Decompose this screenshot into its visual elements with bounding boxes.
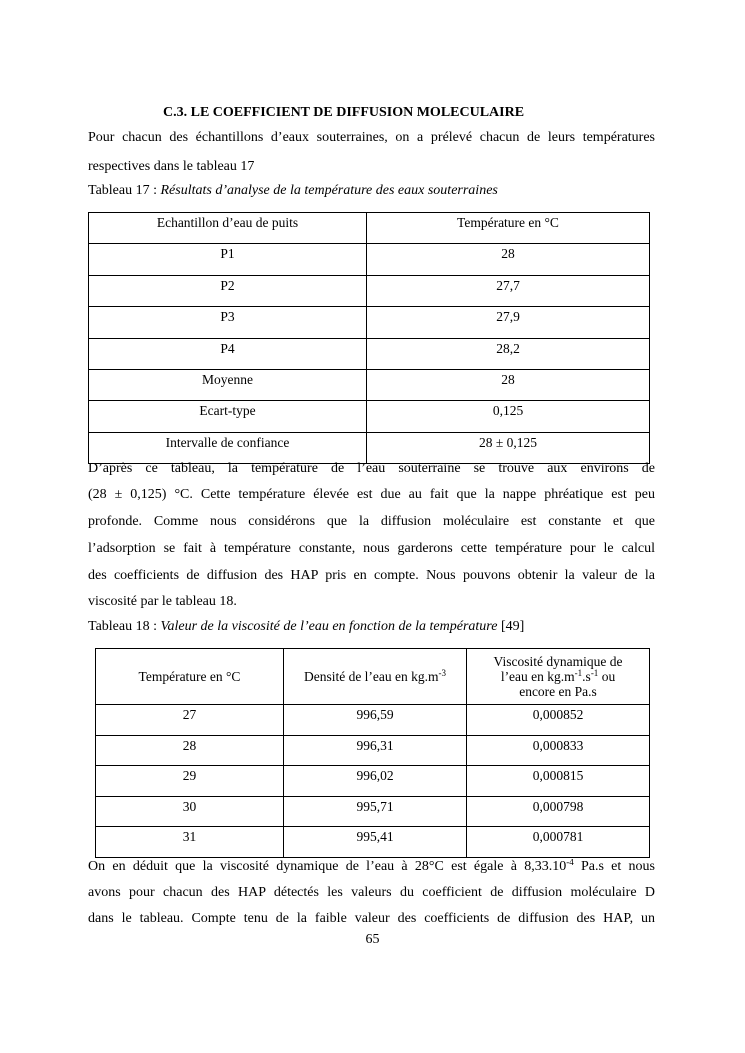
cell: 996,59 (284, 705, 467, 736)
cell: P3 (89, 307, 367, 338)
cell: 995,71 (284, 796, 467, 827)
section-heading: C.3. LE COEFFICIENT DE DIFFUSION MOLECULAIRE (163, 105, 525, 120)
intro-line: respectives dans le tableau 17 (88, 159, 255, 174)
caption-title: Valeur de la viscosité de l’eau en fonction de la température (160, 619, 498, 634)
paragraph-line: avons pour chacun des HAP détectés les valeurs du coefficient de diffusion moléculaire D (88, 885, 655, 900)
table-header-row (96, 649, 650, 705)
cell: 995,41 (284, 827, 467, 858)
cell: 28 (367, 369, 650, 400)
cell: 0,000815 (467, 766, 650, 797)
caption-title: Résultats d’analyse de la température des eaux souterraines (160, 183, 498, 198)
text: On en déduit que la viscosité dynamique de l’eau à 28°C est égale à 8,33.10 (88, 859, 567, 874)
cell: 31 (96, 827, 284, 858)
table-row (89, 244, 650, 275)
header-text: encore en Pa.s (519, 684, 597, 699)
paragraph-line (88, 859, 655, 875)
paragraph-line: l’adsorption se fait à température constante, nous garderons cette température pour le calcul (88, 541, 655, 556)
intro-line: Pour chacun des échantillons d’eaux souterraines, on a prélevé chacun de leurs températures (88, 130, 655, 145)
cell: 28 (96, 735, 284, 766)
header-text: Densité de l’eau en kg.m (303, 669, 439, 684)
cell: 27 (96, 705, 284, 736)
cell: 0,000833 (467, 735, 650, 766)
table-row (96, 766, 650, 797)
cell: P2 (89, 275, 367, 306)
cell: P1 (89, 244, 367, 275)
cell: 29 (96, 766, 284, 797)
caption-prefix: Tableau 17 : (88, 183, 161, 198)
page-number: 65 (365, 932, 380, 947)
paragraph-line: D’après ce tableau, la température de l’eau souterraine se trouve aux environs de (88, 461, 655, 476)
text: Pa.s et nous (573, 859, 655, 874)
cell: 27,7 (367, 275, 650, 306)
cell: 0,000781 (467, 827, 650, 858)
cell: 28 (367, 244, 650, 275)
table-row (89, 275, 650, 306)
cell: 996,02 (284, 766, 467, 797)
caption-prefix: Tableau 18 : (88, 619, 161, 634)
cell: Intervalle de confiance (89, 432, 367, 463)
cell: Moyenne (89, 369, 367, 400)
table-row (96, 705, 650, 736)
table-row (89, 401, 650, 432)
cell: P4 (89, 338, 367, 369)
table-header-row (89, 213, 650, 244)
paragraph-line: des coefficients de diffusion des HAP pris en compte. Nous pouvons obtenir la valeur de la (88, 568, 655, 583)
header-cell (284, 649, 467, 705)
table-17 (88, 212, 650, 464)
header-text (467, 669, 649, 684)
table-row (89, 432, 650, 463)
cell: 996,31 (284, 735, 467, 766)
table18-caption (88, 619, 655, 635)
table-row (89, 307, 650, 338)
table-row (96, 827, 650, 858)
superscript: -1 (590, 668, 599, 678)
text: ou (598, 669, 616, 684)
cell: 28 ± 0,125 (367, 432, 650, 463)
caption-reference: [49] (497, 619, 525, 634)
header-text: Viscosité dynamique de (493, 654, 623, 669)
cell: 30 (96, 796, 284, 827)
cell: 27,9 (367, 307, 650, 338)
table17-caption (88, 183, 655, 199)
table-row (96, 735, 650, 766)
superscript: -1 (574, 668, 583, 678)
header-cell: Température en °C (96, 649, 284, 705)
text: .s (582, 669, 591, 684)
cell: 0,000852 (467, 705, 650, 736)
header-cell: Température en °C (367, 213, 650, 244)
header-cell: Echantillon d’eau de puits (89, 213, 367, 244)
cell: 0,125 (367, 401, 650, 432)
cell: Ecart-type (89, 401, 367, 432)
table-row (96, 796, 650, 827)
paragraph-line: viscosité par le tableau 18. (88, 594, 237, 609)
table-18 (95, 648, 650, 858)
table-row (89, 338, 650, 369)
text: l’eau en kg.m (500, 669, 575, 684)
paragraph-line: dans le tableau. Compte tenu de la faible valeur des coefficients de diffusion des HAP, un (88, 911, 655, 926)
superscript: -4 (566, 859, 574, 867)
paragraph-line: (28 ± 0,125) °C. Cette température élevée est due au fait que la nappe phréatique est peu (88, 487, 655, 502)
table-row (89, 369, 650, 400)
paragraph-line: profonde. Comme nous considérons que la diffusion moléculaire est constante et que (88, 514, 655, 529)
superscript: -3 (438, 668, 447, 678)
cell: 0,000798 (467, 796, 650, 827)
cell: 28,2 (367, 338, 650, 369)
header-cell (467, 649, 650, 705)
